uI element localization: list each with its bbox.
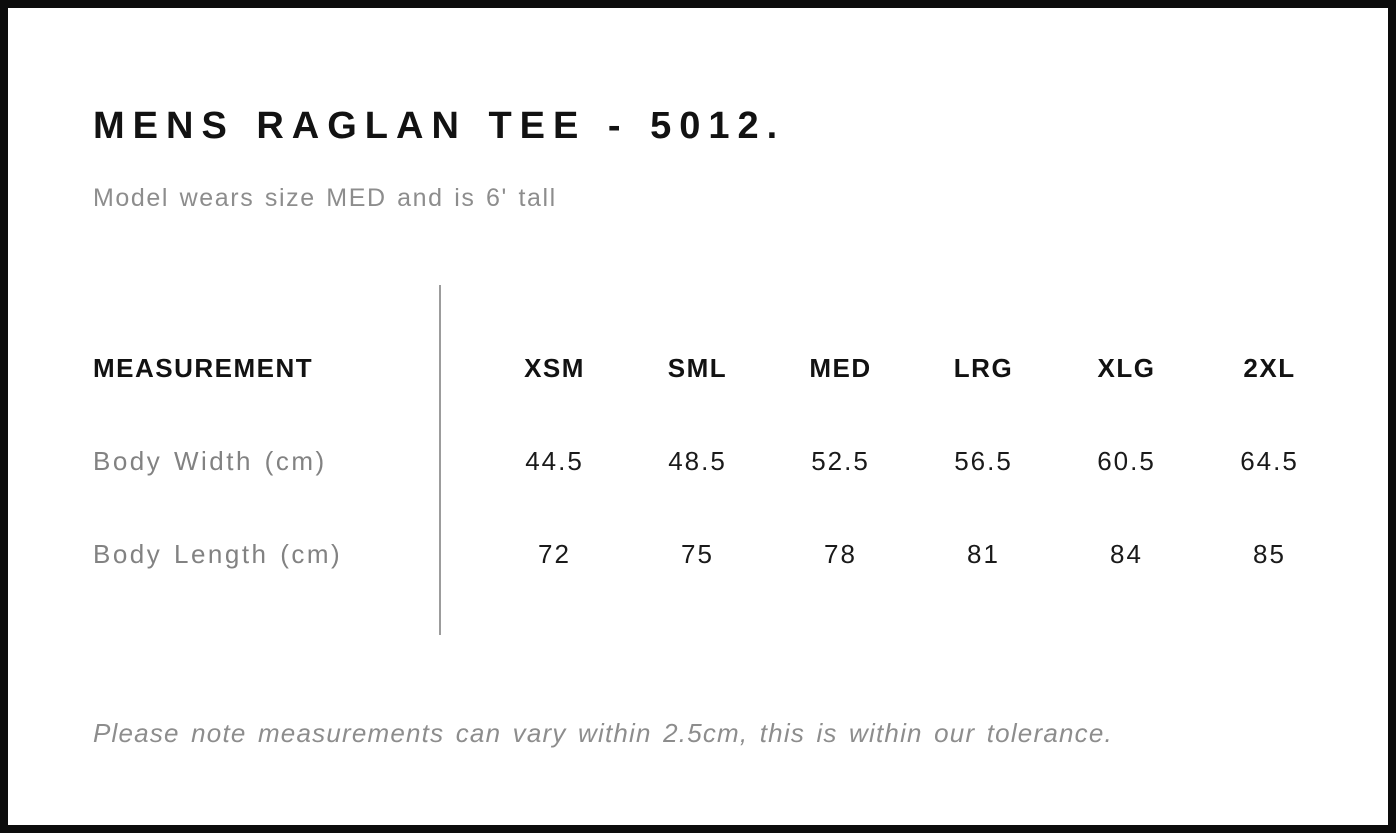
body-length-xsm: 72 <box>538 539 571 569</box>
body-length-lrg: 81 <box>967 539 1000 569</box>
body-width-lrg: 56.5 <box>954 446 1013 476</box>
page-title: MENS RAGLAN TEE - 5012. <box>93 105 786 147</box>
measurement-column-header: MEASUREMENT <box>93 353 314 383</box>
tolerance-note: Please note measurements can vary within 2.5cm, this is within our tolerance. <box>93 718 1113 748</box>
body-length-med: 78 <box>824 539 857 569</box>
body-width-xlg: 60.5 <box>1097 446 1156 476</box>
size-header-med: MED <box>809 353 872 383</box>
body-width-med: 52.5 <box>811 446 870 476</box>
size-header-lrg: LRG <box>953 353 1014 383</box>
row-label-body-width: Body Width (cm) <box>93 446 327 476</box>
body-width-xsm: 44.5 <box>525 446 584 476</box>
body-length-2xl: 85 <box>1253 539 1286 569</box>
body-width-sml: 48.5 <box>668 446 727 476</box>
body-length-xlg: 84 <box>1110 539 1143 569</box>
row-label-body-length: Body Length (cm) <box>93 539 343 569</box>
size-header-2xl: 2XL <box>1243 353 1296 383</box>
model-size-note: Model wears size MED and is 6' tall <box>93 184 557 212</box>
size-chart-table <box>93 322 1341 601</box>
body-length-sml: 75 <box>681 539 714 569</box>
size-header-sml: SML <box>667 353 728 383</box>
size-header-xsm: XSM <box>524 353 585 383</box>
body-width-2xl: 64.5 <box>1240 446 1299 476</box>
size-header-xlg: XLG <box>1097 353 1156 383</box>
